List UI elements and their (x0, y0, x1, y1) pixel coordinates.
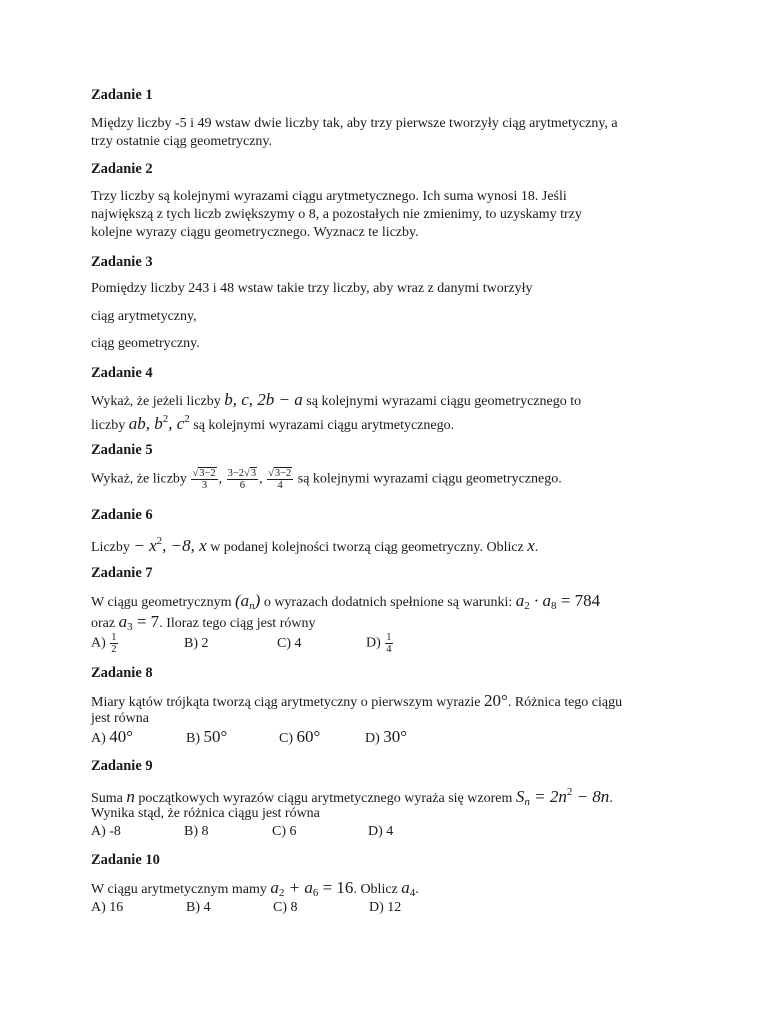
task-9-line-2: Wynika stąd, że różnica ciągu jest równa (91, 806, 320, 821)
answer-c: C) 4 (277, 635, 302, 651)
task-7-text: W ciągu geometrycznym (91, 595, 235, 610)
task-7-formula: ) (254, 591, 261, 610)
task-9-text: początkowych wyrazów ciągu arytmetycznego wyraża się wzorem (134, 791, 516, 806)
task-4-text: Wykaż, że jeżeli liczby (91, 394, 225, 409)
answer-value: 60° (296, 727, 321, 746)
task-8-formula: 20° (484, 691, 508, 710)
task-10-formula: a (270, 878, 279, 897)
task-1-text-line-2: trzy ostatnie ciąg geometryczny. (91, 134, 273, 149)
task-6-variable: x (527, 536, 535, 555)
answer-a: A) 16 (91, 900, 124, 915)
task-9-answers (91, 824, 461, 840)
fraction-numerator: 1 (386, 632, 392, 643)
task-9-formula: − 8n (572, 787, 610, 806)
answer-d (365, 728, 458, 747)
fraction-denominator: 4 (386, 644, 392, 656)
answer-c: C) 6 (272, 824, 297, 839)
task-7-formula: (a (234, 591, 250, 610)
answer-c (279, 728, 365, 747)
task-5-title: Zadanie 5 (91, 442, 153, 458)
answer-d: D) 4 (368, 824, 394, 839)
task-7-formula: = 7 (132, 612, 160, 631)
task-7-subscript: 3 (127, 621, 133, 633)
task-6-line-1 (91, 535, 538, 556)
task-10-formula: a (401, 878, 410, 897)
answer-value: 30° (383, 727, 408, 746)
task-4-text: liczby (91, 418, 129, 433)
task-7-subscript: 8 (550, 600, 557, 612)
task-9-formula: S (515, 787, 525, 806)
answer-label: D) (366, 635, 385, 651)
answer-c: C) 8 (273, 900, 298, 915)
task-6-text: w podanej kolejności tworzą ciąg geometryczny. Oblicz (206, 540, 528, 555)
task-7-line-1 (91, 592, 600, 613)
task-6-formula: , −8, x (162, 536, 207, 555)
task-10-subscript: 6 (312, 887, 319, 899)
task-4-title: Zadanie 4 (91, 365, 153, 381)
task-4-text: są kolejnymi wyrazami ciągu arytmetycznego. (189, 418, 455, 433)
task-8-text: . Różnica tego ciągu (507, 695, 623, 710)
task-10-line-1 (91, 879, 419, 900)
task-2-text-line-2: największą z tych liczb zwiększymy o 8, a pozostałych nie zmienimy, to uzyskamy trzy (91, 207, 582, 222)
task-10-text: . (415, 882, 419, 897)
task-8-title: Zadanie 8 (91, 665, 153, 681)
task-6-exponent: 2 (156, 535, 163, 547)
task-4-exponent: 2 (184, 413, 190, 425)
answer-label: C) (279, 731, 297, 746)
task-5-text: Wykaż, że liczby (91, 471, 191, 487)
answer-a (91, 728, 186, 747)
task-10-formula: + a (284, 878, 313, 897)
task-8-line-1 (91, 692, 622, 711)
task-6-formula: − x (133, 536, 157, 555)
task-10-subscript: 2 (278, 887, 285, 899)
task-4-line-1 (91, 391, 581, 410)
task-5-text: są kolejnymi wyrazami ciągu geometrycznego. (294, 471, 562, 487)
answer-label: A) (91, 731, 110, 746)
answer-a (91, 632, 184, 655)
task-3-text-line-3: ciąg geometryczny. (91, 336, 200, 351)
fraction-denominator: 3 (201, 480, 208, 492)
task-1-title: Zadanie 1 (91, 87, 153, 103)
task-9-line-1 (91, 786, 613, 808)
task-8-answers (91, 728, 458, 747)
fraction-denominator: 2 (111, 644, 117, 656)
answer-fraction (110, 632, 117, 655)
answer-label: B) (186, 731, 204, 746)
answer-b: B) 4 (186, 900, 211, 915)
task-7-formula: · a (529, 591, 551, 610)
answer-label: D) (365, 731, 384, 746)
answer-label: A) (91, 635, 110, 651)
sqrt-radicand: 3−2 (274, 468, 292, 479)
task-9-formula: = 2n (529, 787, 567, 806)
task-3-text-line-1: Pomiędzy liczby 243 i 48 wstaw takie trzy liczby, aby wraz z danymi tworzyły (91, 281, 533, 296)
answer-b (186, 728, 279, 747)
task-7-text: oraz (91, 616, 119, 631)
task-10-answers (91, 900, 462, 916)
task-7-title: Zadanie 7 (91, 565, 153, 581)
task-5-line-1: Wykaż, że liczby $\frac{√3-2}{3}$ , $\frac{3-2√3}{6}$ , $\frac{√3-2}{4}$ są kolejnymi wyrazami ciągu geometrycznego. (91, 468, 562, 492)
fraction-denominator: 6 (239, 480, 245, 492)
task-9-variable: n (126, 787, 135, 806)
task-5-fraction-1: $\frac{√3-2}{3}$ (192, 468, 216, 492)
task-4-line-2 (91, 413, 454, 434)
task-9-exponent: 2 (566, 786, 573, 798)
fraction-denominator: 4 (277, 480, 283, 492)
fraction-numerator: 3−2 (227, 468, 245, 479)
task-3-text-line-2: ciąg arytmetyczny, (91, 309, 197, 324)
task-10-text: . Oblicz (353, 882, 402, 897)
sqrt-radicand: 3 (250, 468, 257, 479)
task-10-title: Zadanie 10 (91, 852, 160, 868)
answer-value: 50° (203, 727, 228, 746)
task-7-answers (91, 632, 459, 655)
task-7-formula: a (118, 612, 128, 631)
answer-fraction (385, 632, 392, 655)
task-4-formula: ab, b (128, 414, 163, 433)
task-4-text: są kolejnymi wyrazami ciągu geometrycznego to (302, 394, 582, 409)
task-2-title: Zadanie 2 (91, 161, 153, 177)
answer-b: B) 8 (184, 824, 209, 839)
task-9-subscript: n (524, 796, 530, 808)
sqrt-radicand: 3−2 (199, 468, 216, 479)
task-2-text-line-3: kolejne wyrazy ciągu geometrycznego. Wyznacz te liczby. (91, 225, 419, 240)
task-7-subscript: n (249, 600, 255, 612)
task-7-subscript: 2 (524, 600, 530, 612)
task-5-fraction-2: $\frac{3-2√3}{6}$ (227, 468, 257, 492)
task-10-subscript: 4 (409, 887, 416, 899)
task-6-text: . (534, 540, 539, 555)
task-5-fraction-3: $\frac{√3-2}{4}$ (268, 468, 292, 492)
task-6-title: Zadanie 6 (91, 507, 153, 523)
task-2-text-line-1: Trzy liczby są kolejnymi wyrazami ciągu arytmetycznego. Ich suma wynosi 18. Jeśli (91, 189, 567, 204)
task-4-formula: b, c, 2b − a (224, 390, 303, 409)
task-6-text: Liczby (91, 540, 134, 555)
answer-d: D) 12 (369, 900, 402, 915)
task-10-text: W ciągu arytmetycznym mamy (91, 882, 271, 897)
task-10-formula: = 16 (318, 878, 354, 897)
task-3-title: Zadanie 3 (91, 254, 153, 270)
task-1-text-line-1: Między liczby -5 i 49 wstaw dwie liczby tak, aby trzy pierwsze tworzyły ciąg arytmetyczny, a (91, 116, 618, 131)
task-9-text: . (609, 791, 613, 806)
task-7-text: . Iloraz tego ciąg jest równy (159, 616, 316, 631)
task-7-line-2 (91, 613, 315, 634)
task-4-exponent: 2 (162, 413, 169, 425)
task-9-text: Suma (91, 791, 127, 806)
task-7-text: o wyrazach dodatnich spełnione są warunki: (260, 595, 516, 610)
task-8-text: Miary kątów trójkąta tworzą ciąg arytmetyczny o pierwszym wyrazie (91, 695, 485, 710)
task-7-formula: a (515, 591, 525, 610)
answer-value: 40° (109, 727, 134, 746)
answer-b: B) 2 (184, 635, 209, 651)
task-7-formula: = 784 (556, 591, 601, 610)
task-8-line-2: jest równa (91, 711, 149, 726)
task-4-formula: , c (168, 414, 185, 433)
answer-d (366, 632, 459, 655)
answer-a: A) -8 (91, 824, 121, 839)
fraction-numerator: 1 (111, 632, 117, 643)
task-9-title: Zadanie 9 (91, 758, 153, 774)
